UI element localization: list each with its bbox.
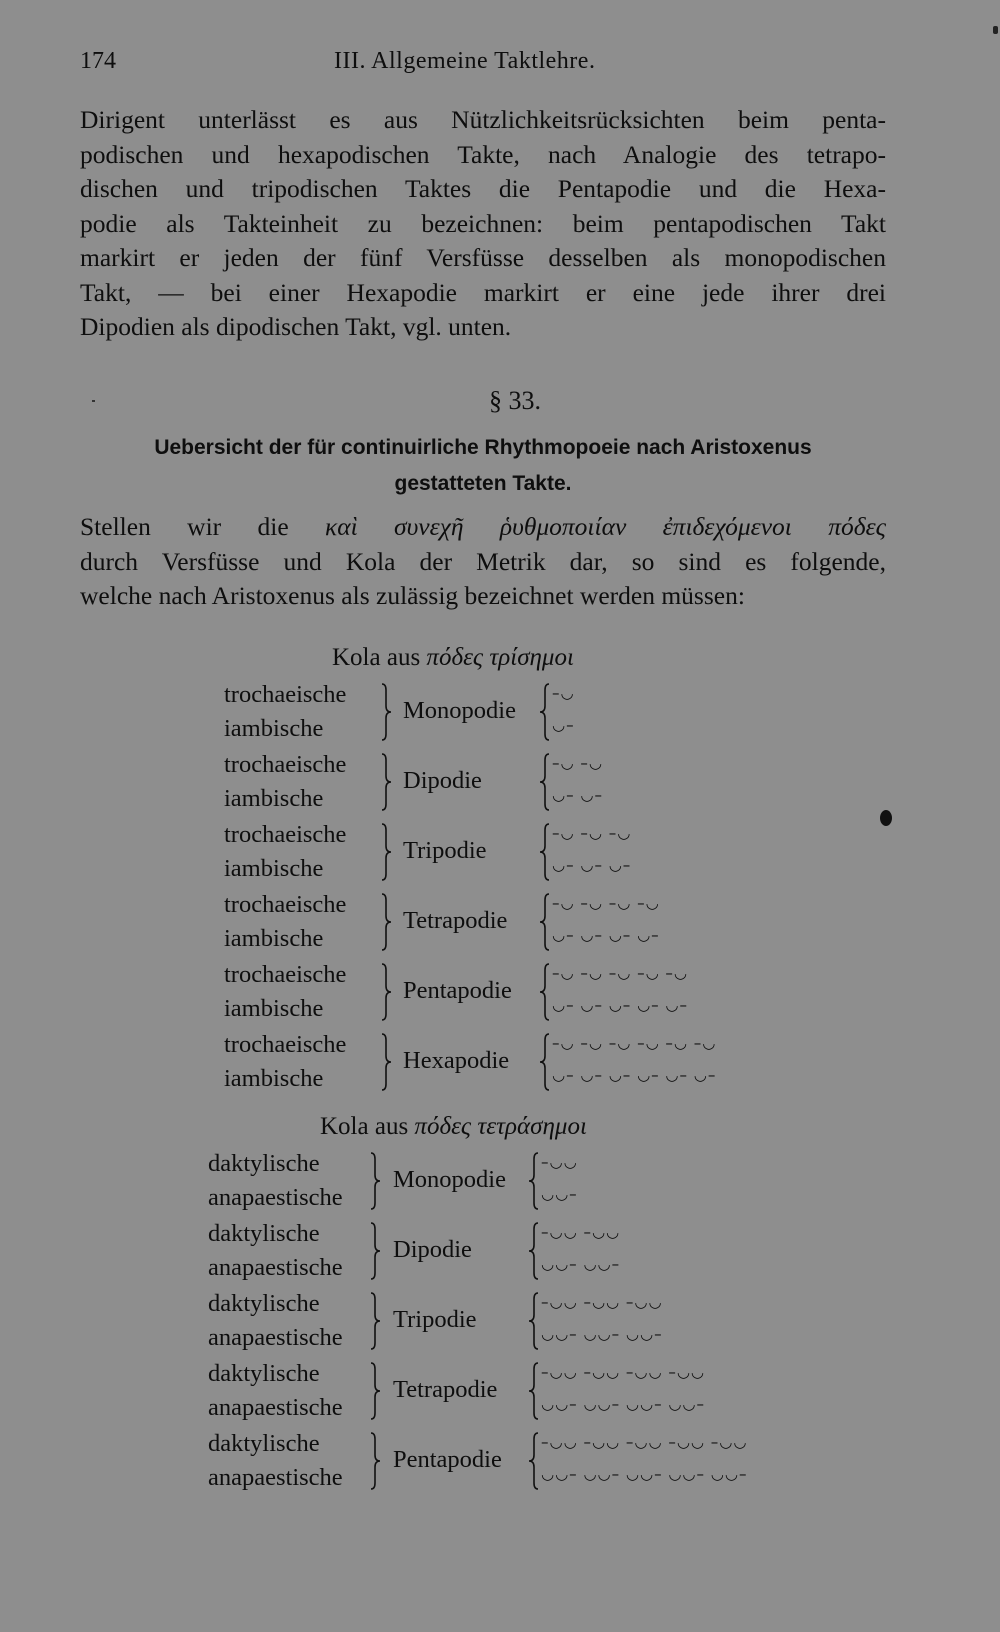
left-brace-icon <box>539 962 551 1022</box>
kola-row <box>0 1147 1000 1215</box>
rhythm-label: trochaeische <box>224 751 347 778</box>
text-line: welche nach Aristoxenus als zulässig bezeichnet werden müssen: <box>80 581 745 610</box>
right-brace-icon <box>369 1431 381 1491</box>
rhythm-label: iambische <box>224 925 324 952</box>
kola-row <box>0 1217 1000 1285</box>
running-head: III. Allgemeine Taktlehre. <box>334 48 596 74</box>
kola-row <box>0 1357 1000 1425</box>
rhythm-label: daktylische <box>208 1150 320 1177</box>
metrical-pattern: ◡– ◡– ◡– ◡– ◡– <box>552 996 689 1014</box>
rhythm-label: iambische <box>224 1065 324 1092</box>
rhythm-label: trochaeische <box>224 961 347 988</box>
kolon-name: Hexapodie <box>403 1047 510 1074</box>
kola-tetrasemoi-heading <box>320 1113 587 1141</box>
left-brace-icon <box>528 1221 540 1281</box>
kola-row <box>0 888 1000 956</box>
text-line: durch Versfüsse und Kola der Metrik dar, so sind es folgende, <box>80 546 886 576</box>
intro-paragraph <box>80 103 886 345</box>
heading-prefix: Kola aus <box>320 1113 415 1140</box>
metrical-pattern: –◡ –◡ –◡ –◡ –◡ –◡ <box>552 1034 717 1052</box>
metrical-pattern: ◡– ◡– ◡– <box>552 856 632 874</box>
rhythm-label: daktylische <box>208 1360 320 1387</box>
kola-row <box>0 748 1000 816</box>
text-line: dischen und tripodischen Taktes die Pentapodie und die Hexa- <box>80 174 886 203</box>
kola-row <box>0 818 1000 886</box>
metrical-pattern: ◡– ◡– ◡– ◡– ◡– ◡– <box>552 1066 717 1084</box>
ink-blot <box>880 810 892 826</box>
right-brace-icon <box>380 1032 392 1092</box>
rhythm-label: iambische <box>224 785 324 812</box>
right-brace-icon <box>369 1291 381 1351</box>
text-line: markirt er jeden der fünf Versfüsse desselben als monopodischen <box>80 243 886 272</box>
kolon-name: Tripodie <box>393 1306 477 1333</box>
metrical-pattern: ◡– <box>552 716 575 734</box>
section-number: § 33. <box>489 386 541 415</box>
metrical-pattern: –◡ –◡ –◡ –◡ –◡ <box>552 964 689 982</box>
section-title-line: Uebersicht der für continuirliche Rhythmopoeie nach Aristoxenus <box>154 436 812 459</box>
kolon-name: Dipodie <box>403 767 482 794</box>
rhythm-label: trochaeische <box>224 821 347 848</box>
rhythm-label: daktylische <box>208 1290 320 1317</box>
rhythm-label: anapaestische <box>208 1324 343 1351</box>
page-number: 174 <box>80 48 116 74</box>
metrical-pattern: ◡◡– ◡◡– <box>541 1255 621 1273</box>
rhythm-label: trochaeische <box>224 1031 347 1058</box>
greek-phrase: καὶ συνεχῆ ῥυθμοποιίαν ἐπιδεχόμενοι πόδες <box>324 512 886 541</box>
right-brace-icon <box>369 1151 381 1211</box>
metrical-pattern: –◡ –◡ –◡ <box>552 824 632 842</box>
metrical-pattern: ◡◡– <box>541 1185 578 1203</box>
metrical-pattern: ◡◡– ◡◡– ◡◡– ◡◡– <box>541 1395 706 1413</box>
metrical-pattern: –◡◡ –◡◡ –◡◡ –◡◡ <box>541 1363 706 1381</box>
rhythm-label: iambische <box>224 995 324 1022</box>
rhythm-label: anapaestische <box>208 1394 343 1421</box>
kolon-name: Tripodie <box>403 837 487 864</box>
text-line: Takt, — bei einer Hexapodie markirt er eine jede ihrer drei <box>80 277 886 307</box>
rhythm-label: iambische <box>224 855 324 882</box>
kola-row <box>0 678 1000 746</box>
right-brace-icon <box>369 1361 381 1421</box>
left-brace-icon <box>539 1032 551 1092</box>
left-brace-icon <box>528 1361 540 1421</box>
metrical-pattern: –◡◡ –◡◡ –◡◡ –◡◡ –◡◡ <box>541 1433 748 1451</box>
text-line: podischen und hexapodischen Takte, nach Analogie des tetrapo- <box>80 139 886 169</box>
text-line: Dirigent unterlässt es aus Nützlichkeitsrücksichten beim penta- <box>80 105 886 134</box>
kolon-name: Monopodie <box>403 697 516 724</box>
left-brace-icon <box>539 822 551 882</box>
text-line: Dipodien als dipodischen Takt, vgl. unten. <box>80 312 512 341</box>
rhythm-label: daktylische <box>208 1430 320 1457</box>
left-brace-icon <box>539 892 551 952</box>
kolon-name: Pentapodie <box>393 1446 502 1473</box>
left-brace-icon <box>528 1151 540 1211</box>
right-brace-icon <box>380 752 392 812</box>
metrical-pattern: –◡◡ <box>541 1153 578 1171</box>
kolon-name: Monopodie <box>393 1166 506 1193</box>
rhythm-label: daktylische <box>208 1220 320 1247</box>
rhythm-label: trochaeische <box>224 891 347 918</box>
metrical-pattern: ◡– ◡– ◡– ◡– <box>552 926 660 944</box>
kola-row <box>0 1287 1000 1355</box>
metrical-pattern: –◡ –◡ –◡ –◡ <box>552 894 660 912</box>
rhythm-label: anapaestische <box>208 1464 343 1491</box>
rhythm-label: anapaestische <box>208 1254 343 1281</box>
kola-trisemoi-heading <box>332 644 574 672</box>
kola-row <box>0 1028 1000 1096</box>
left-brace-icon <box>528 1431 540 1491</box>
greek-heading: πόδες τρίσημοι <box>426 644 574 671</box>
right-brace-icon <box>380 962 392 1022</box>
left-brace-icon <box>539 752 551 812</box>
right-brace-icon <box>380 892 392 952</box>
kola-row <box>0 958 1000 1026</box>
scan-edge-mark <box>993 26 998 34</box>
right-brace-icon <box>380 822 392 882</box>
text-line <box>80 510 886 545</box>
left-brace-icon <box>539 682 551 742</box>
body-paragraph <box>80 510 886 614</box>
page-header <box>80 48 900 82</box>
kolon-name: Tetrapodie <box>393 1376 498 1403</box>
metrical-pattern: –◡ <box>552 684 575 702</box>
kolon-name: Tetrapodie <box>403 907 508 934</box>
right-brace-icon <box>369 1221 381 1281</box>
metrical-pattern: –◡ –◡ <box>552 754 603 772</box>
metrical-pattern: ◡◡– ◡◡– ◡◡– ◡◡– ◡◡– <box>541 1465 748 1483</box>
metrical-pattern: –◡◡ –◡◡ <box>541 1223 621 1241</box>
rhythm-label: iambische <box>224 715 324 742</box>
left-brace-icon <box>528 1291 540 1351</box>
rhythm-label: trochaeische <box>224 681 347 708</box>
section-title-line: gestatteten Takte. <box>394 472 572 495</box>
greek-heading: πόδες τετράσημοι <box>414 1113 587 1140</box>
kola-row <box>0 1427 1000 1495</box>
kolon-name: Pentapodie <box>403 977 512 1004</box>
right-brace-icon <box>380 682 392 742</box>
metrical-pattern: –◡◡ –◡◡ –◡◡ <box>541 1293 663 1311</box>
heading-prefix: Kola aus <box>332 644 427 671</box>
section-title <box>80 430 886 502</box>
text-fragment: Stellen wir die <box>80 512 325 541</box>
rhythm-label: anapaestische <box>208 1184 343 1211</box>
metrical-pattern: ◡◡– ◡◡– ◡◡– <box>541 1325 663 1343</box>
kolon-name: Dipodie <box>393 1236 472 1263</box>
text-line: podie als Takteinheit zu bezeichnen: beim pentapodischen Takt <box>80 208 886 238</box>
metrical-pattern: ◡– ◡– <box>552 786 603 804</box>
